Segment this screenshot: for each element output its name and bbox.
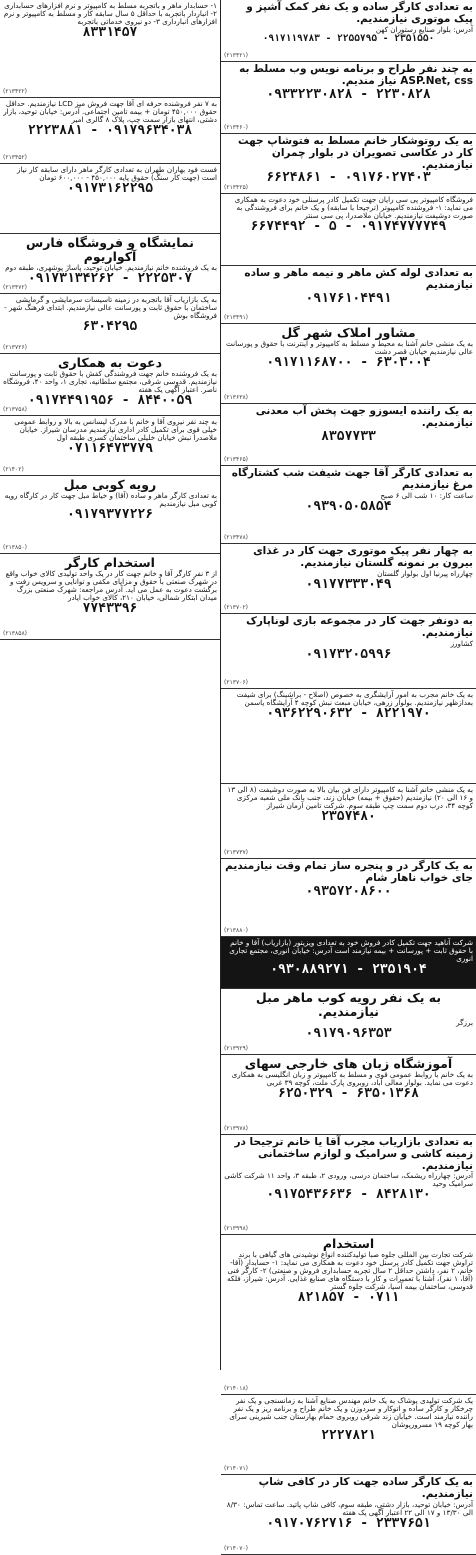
ad-phone: ۰۹۱۷۰۷۶۲۷۱۶ - ۲۳۳۷۶۵۱	[266, 1515, 431, 1531]
ad-phone: ۶۲۵۰۳۲۹ - ۶۳۵۰۱۳۶۸	[278, 1086, 419, 1102]
ad-code: (۲۱۳۷۰۲)	[224, 604, 249, 612]
ad-phone: ۰۷۱۱۶۴۷۳۷۷۹	[66, 441, 154, 457]
classified-ad	[221, 404, 476, 466]
classified-ad	[221, 859, 476, 937]
classified-ad	[221, 989, 476, 1055]
ad-code: (۲۱۳۴۲۱)	[224, 52, 249, 60]
ad-body: کشاورز	[450, 638, 473, 648]
classified-ad	[0, 98, 220, 164]
ad-headline: به چند نفر طراح و برنامه نویس وب مسلط به ASP.Net, css نیاز مندیم.	[239, 63, 473, 87]
ad-body: یک شرکت تولیدی پوشاک به یک خانم مهندس صنایع آشنا به زمانسنجی و یک نفر چرخکار و کارگر ساده و اتوکار و سردوزن و یک خانم طراح و برنامه ریز و یک نفر راننده نیازمند است. خیابان زند شرقی روبروی حمام بهارستان جنب شیرینی سرای بهار کوچه ۱۹ مسرورپوشان	[229, 1396, 473, 1430]
classified-ad	[0, 354, 220, 416]
classified-ad	[0, 476, 220, 554]
ad-headline: به تعدادی بازاریاب مجرب آقا یا خانم ترجیحا در زمینه کاشی و سرامیک و لوازم ساختمانی نیازمندیم.	[234, 1136, 473, 1172]
classified-ad	[0, 164, 220, 234]
ad-body: به یک منشی خانم آشنا به محیط و مسلط به کامپیوتر و اینترنت با حقوق و پورسانت عالی نیازمندیم خیابان قصر دشت	[226, 339, 473, 357]
ad-headline: به یک راننده ایسوزو جهت پخش آب معدنی نیازمندیم.	[255, 405, 473, 429]
ad-phone: ۸۳۵۷۷۳۳	[321, 428, 376, 444]
ad-body: ساعت کار: ۱۰ شب الی ۶ صبح	[380, 490, 473, 500]
classified-ad	[221, 614, 476, 689]
ad-phone: ۰۹۱۷۹۳۷۷۲۲۶	[66, 507, 154, 523]
ad-body: به یک بازاریاب آقا باتجربه در زمینه تاسیسات سرمایشی و گرمایشی ساختمان با حقوق ثابت و پورسانت عالی نیازمندیم. ابتدای فرهنگ شهر - فروشگاه بوش	[4, 295, 217, 321]
ad-phone: ۸۲۱۸۵۷ - ۰۷۱۱	[297, 1290, 400, 1306]
ad-phone: ۶۶۷۴۴۹۲ - ۵ - ۰۹۱۷۴۷۷۷۷۴۹	[250, 219, 447, 235]
ad-headline: به تعدادی کارگر ساده و یک نفر کمک آشپز و پیک موتوری نیازمندیم.	[246, 1, 473, 25]
classified-ad	[221, 134, 476, 194]
ad-code: (۲۱۳۴۷۲)	[3, 284, 28, 292]
classified-ad	[0, 234, 220, 294]
classified-ad	[221, 544, 476, 614]
classified-ad	[221, 324, 476, 404]
ad-headline: به چهار نفر پیک موتوری جهت کار در غذای بیرون بر نمونه گلستان نیازمندیم.	[253, 545, 473, 569]
ad-body: از ۳ نفر کارگر آقا و خانم جهت کار در یک واحد تولیدی کالای خواب واقع در شهرک صنعتی با حقوق و مزایای مکفی و توانایی و سرویس رفت و برگشت دعوت به عمل می آید. آدرس مراجعه: شهرک صنعتی بزرگ میدان ابتکار شمالی، خیابان ۲۱۰، کالای خواب ایادر	[5, 569, 217, 603]
ad-code: (۲۱۳۴۶۰)	[224, 124, 249, 132]
ad-phone: ۰۹۳۵۷۲۰۸۶۰۰	[305, 883, 392, 899]
ad-code: (۲۱۳۴۷۸)	[224, 534, 249, 542]
ad-body: برزگر	[456, 1018, 473, 1027]
ad-phone: ۰۹۱۷۳۱۶۲۲۹۵	[66, 181, 154, 197]
ad-code: (۲۱۳۷۲۶)	[3, 344, 28, 352]
ad-headline: به دونفر جهت کار در مجموعه بازی لوناپارک نیازمندیم.	[246, 615, 473, 639]
ad-phone: ۰۹۱۷۹۰۹۶۳۵۳	[305, 1026, 392, 1042]
ad-phone: ۸۳۳۱۴۵۷	[82, 25, 138, 41]
ad-code: (۲۱۳۹۲۹)	[224, 1045, 249, 1053]
classified-ad	[221, 0, 476, 62]
classified-ad	[221, 1235, 476, 1395]
ad-body: به تعدادی کارگر ماهر و ساده (آقا) و خیاط مبل جهت کار در کارگاه رویه کوبی مبل نیازمندیم	[4, 491, 217, 509]
ad-code: (۲۱۳۴۲۵)	[224, 184, 249, 192]
ad-headline: آموزشگاه زبان های خارجی سهای	[244, 1056, 453, 1071]
ad-phone: ۰۹۱۷۵۴۳۶۶۳۶ - ۸۴۲۸۱۳۰	[266, 1187, 431, 1203]
ad-code: (۲۱۳۹۹۸)	[224, 1225, 249, 1233]
ad-code: (۲۱۳۸۸۰)	[224, 927, 249, 935]
ad-body: شرکت آناهید جهت تکمیل کادر فروش خود به تعدادی ویزیتور (بازاریاب) آقا و خانم با حقوق ثابت + پورسانت + بیمه نیازمند است آدرس: خیابان انوری، مجتمع تجاری انوری	[229, 938, 473, 964]
classified-ad	[0, 0, 220, 98]
ad-headline: به یک نفر رویه کوب ماهر مبل نیازمندیم.	[255, 990, 442, 1019]
ad-headline: به یک روتوشکار خانم مسلط به فتوشاپ جهت کار در عکاسی تصویران در بلوار چمران نیازمندیم.	[238, 135, 473, 171]
classified-ad	[221, 466, 476, 544]
left-ad-column	[0, 0, 220, 1370]
ad-code: (۲۱۳۸۵۸)	[3, 630, 28, 638]
ad-phone: ۰۹۱۷۷۳۳۳۰۴۹	[305, 576, 392, 592]
ad-phone: ۷۷۴۳۳۹۶	[82, 601, 138, 617]
ad-phone: ۶۳۰۴۲۹۵	[82, 319, 138, 335]
ad-phone: ۰۹۳۹۰۵۰۵۸۵۴	[305, 498, 392, 514]
classified-ad	[221, 194, 476, 266]
ad-body: به یک خانم مجرب به امور آرایشگری به خصوص (اصلاح - براشینگ) برای شیفت بعدازظهر نیازمندیم. بولوار زرهی، خیابان مبعث نبش کوچه ۴ آرایشگاه یاسمن	[236, 690, 473, 708]
ad-phone: ۰۹۱۷۴۴۹۱۹۵۶ - ۸۴۴۰۰۵۹	[27, 393, 193, 409]
classified-ad	[221, 784, 476, 859]
ad-phone: ۰۹۱۷۳۱۳۴۲۶۲ - ۲۲۲۵۳۰۷	[27, 271, 193, 287]
classified-ad	[221, 689, 476, 784]
ad-body: آدرس: چهارراه ریشمک، ساختمان درسی، ورودی ۲، طبقه ۳، واحد ۱۱ شرکت کاشی سرامیک وحید	[224, 1171, 473, 1189]
ad-code: (۲۱۳۴۹۱)	[224, 314, 249, 322]
ad-body: به یک خانم با روابط عمومی قوی و مسلط به کامپیوتر و زبان انگلیسی به همکاری دعوت می نماید. بولوار معالی آباد، روبروی پارک ملت، کوچه ۳۹ غربی	[231, 1070, 473, 1088]
ad-headline: رویه کوبی مبل	[63, 477, 157, 492]
ad-headline: استخدام کارگر	[65, 555, 155, 570]
ad-code: (۲۱۳۶۳۸)	[224, 394, 249, 402]
classified-ad	[0, 554, 220, 640]
ad-phone: ۰۹۱۷۱۱۹۷۸۳ - ۲۲۵۵۷۹۵ - ۲۳۵۱۵۵۰	[262, 32, 435, 44]
ad-code: (۲۱۳۷۵۸)	[3, 406, 28, 414]
ad-code: (۲۱۳۸۵۰)	[3, 544, 28, 552]
ad-code: (۲۱۴۰۷۱)	[224, 1465, 249, 1473]
ad-phone: ۰۹۱۷۶۱۰۴۴۹۱	[305, 290, 392, 306]
ad-body: آدرس: خیابان توحید، بازار دشتی، طبقه سوم، کافی شاپ پاتید. ساعت تماس: ۸/۳۰ الی ۱۳/۳۰ و ۱۷ الی ۲۲ اعتبار آگهی یک هفته	[226, 1499, 473, 1517]
ad-headline: به تعدادی کارگر آقا جهت شیفت شب کشتارگاه مرغ نیازمندیم	[231, 467, 473, 491]
classified-ad	[221, 62, 476, 134]
ad-body: به چند نفر نیروی آقا و خانم با مدرک لیسانس به بالا و روابط عمومی خیلی قوی برای تکمیل کادر اداری نیازمندیم مدرسان شیراز. خیابان ملاصدرا نبش خیابان خلیلی ساختمان کسری طبقه اول	[14, 417, 217, 443]
ad-code: (۲۱۳۹۷۸)	[224, 1125, 249, 1133]
ad-code: (۲۱۳۴۶۵)	[224, 456, 249, 464]
ad-phone: ۰۹۳۰۸۸۹۲۷۱ - ۲۳۵۱۹۰۴	[270, 962, 427, 978]
ad-phone: ۲۲۲۳۸۸۱ - ۰۹۱۷۹۶۳۴۰۳۸	[27, 123, 193, 139]
ad-body: فست فود بهاران طهران به تعدادی کارگر ماهر دارای سابقه کار نیاز است (جهت کار سنگ) حقوق پایه ۴۵۰,۰۰۰ - ۶۰۰,۰۰۰ تومان	[16, 165, 217, 183]
ad-body: فروشگاه کامپیوتر پی سی رایان جهت تکمیل کادر پرسنلی خود دعوت به همکاری می نماید: ۱- فروشنده کامپیوتر (ترجیحا با سابقه) و یک خانم برای فروشندگی به صورت دوشیفت نیازمندیم. خیابان ملاصدرا، پی سی سنتر	[234, 195, 473, 221]
classified-ad	[221, 266, 476, 324]
ad-body: به یک فروشنده خانم جهت فروشندگی کفش با حقوق ثابت و پورسانت نیازمندیم. قدوسی شرقی، مجتمع سلطانیه، تجاری ۱، واحد ۴۰، فروشگاه ناصر. اعتبار آگهی یک هفته	[3, 369, 217, 395]
ad-headline: استخدام	[322, 1236, 375, 1251]
classified-ad	[221, 937, 476, 989]
ad-code: (۲۱۴۰۲)	[3, 466, 24, 474]
ad-phone: ۶۶۲۴۸۶۱ - ۰۹۱۷۶۰۲۷۴۰۳	[266, 170, 431, 186]
ad-headline: دعوت به همکاری	[58, 355, 162, 370]
ad-phone: ۰۹۳۶۲۲۹۰۶۳۲ - ۸۲۲۱۹۷۰	[266, 706, 431, 722]
classified-ad	[0, 416, 220, 476]
ad-code: (۲۱۴۰۱۸)	[224, 1385, 249, 1393]
ad-body: به ۷ نفر فروشنده حرفه ای آقا جهت فروش میز LCD نیازمندیم. حداقل حقوق ۴۵۰,۰۰۰ تومان + بیمه تامین اجتماعی. آدرس: خیابان توحید، بازار دشتی، انتهای بازار سمت چپ، پلاک ۸ گالری امیر	[3, 99, 217, 125]
ad-body: شرکت تجارت بین المللی جلوه صبا تولیدکننده انواع نوشیدنی های گیاهی با برند تراوش جهت تکمیل کادر پرسنل خود دعوت به همکاری می نماید: ۱- حسابدار (آقا-خانم، ۲ نفر، داشتن حداقل ۲ سال تجربه حسابداری فروش و صنعتی) ۲- کارگر فنی (آقا، ۱ نفر)، آشنا با تعمیرات و کار با دستگاه های صنایع غذایی. آدرس: شیراز، فلکه قدوسی، ساختمان بیمه آسیا، شرکت جلوه گستر	[227, 1250, 473, 1292]
ad-headline: مشاور املاک شهر گل	[281, 325, 416, 340]
ad-code: (۲۱۳۴۵۲)	[3, 154, 28, 162]
ad-headline: به تعدادی لوله کش ماهر و نیمه ماهر و ساده نیازمندیم	[244, 267, 473, 291]
ad-body: آدرس: بلوار صنایع رستوران کهن	[375, 24, 473, 34]
ad-body: به یک فروشنده خانم نیازمندیم. خیابان توحید، پاساژ پوشهری، طبقه دوم	[5, 263, 217, 272]
classified-ad	[221, 1135, 476, 1235]
classified-ad	[0, 294, 220, 354]
ad-phone: ۲۲۲۷۸۲۱	[321, 1428, 376, 1444]
ad-phone: ۰۹۳۳۲۲۳۰۸۲۸ - ۲۲۳۰۸۲۸	[266, 86, 431, 102]
right-ad-column	[220, 0, 476, 1553]
classified-ad	[221, 1475, 476, 1555]
ad-body: ۱- حسابدار ماهر و باتجربه مسلط به کامپیوتر و نرم افزارهای حسابداری ۲- انباردار باتجربه با حداقل ۵ سال سابقه کار و مسلط به کامپیوتر و نرم افزارهای انبارداری ۳- دو نیروی خدماتی باتجربه	[3, 1, 217, 27]
ad-code: (۲۱۳۷۳۷)	[224, 849, 249, 857]
ad-code: (۲۱۴۰۷۰)	[224, 1545, 249, 1553]
ad-headline: به یک کارگر در و پنجره ساز تمام وقت نیازمندیم جای خواب ناهار شام	[225, 860, 473, 884]
ad-phone: ۲۳۵۷۴۸۰	[321, 809, 376, 825]
ad-body: به یک منشی خانم آشنا به کامپیوتر دارای فن بیان بالا به صورت دوشیفت (۸ الی ۱۳ و ۱۶ الی ۲۰) نیازمندیم (حقوق + بیمه) خیابان زند، جنب بانک ملی شعبه مرکزی کوچه ۳۴، درب دوم سمت چپ طبقه سوم. شرکت تامین آرمان شیراز	[227, 785, 473, 811]
ad-headline: نمایشگاه و فروشگاه فارس آکواریوم	[25, 235, 195, 264]
ad-phone: ۰۹۱۷۳۲۰۵۹۹۶	[305, 646, 392, 662]
classified-ad	[221, 1395, 476, 1475]
ad-code: (۲۱۳۷۰۶)	[224, 679, 249, 687]
ad-code: (۲۱۳۴۲۲)	[3, 88, 28, 96]
ad-headline: به یک کارگر ساده جهت کار در کافی شاپ نیازمندیم.	[258, 1476, 473, 1500]
classified-ad	[221, 1055, 476, 1135]
ad-phone: ۰۹۱۷۱۱۶۸۷۰۰ - ۶۳۰۳۰۰۴	[266, 355, 431, 371]
ad-body: چهارراه پیرنیا اول بولوار گلستان	[377, 568, 473, 578]
